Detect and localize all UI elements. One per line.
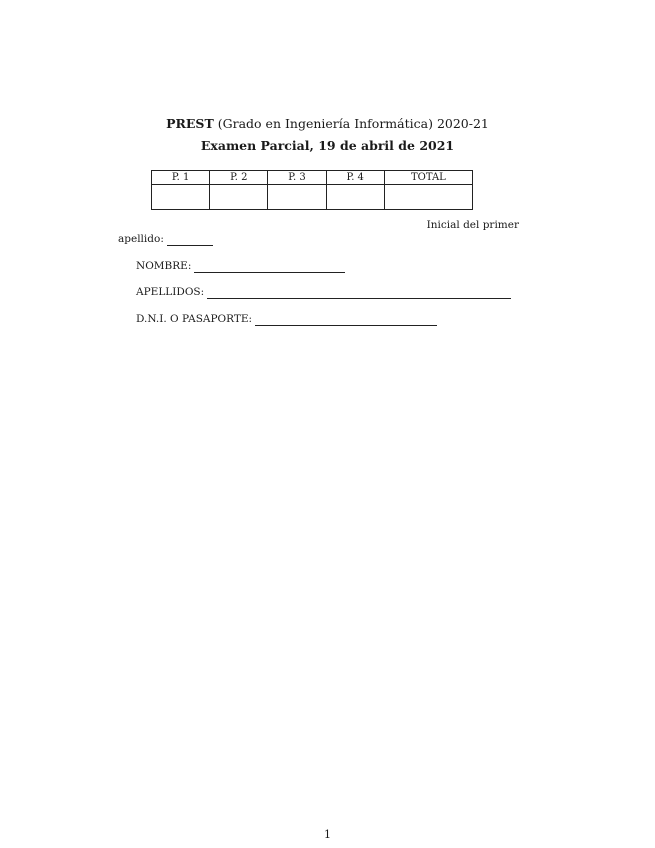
- score-table-row: [152, 185, 473, 210]
- dni-field-row: [136, 313, 437, 326]
- nombre-label: NOMBRE:: [136, 260, 192, 272]
- score-cell-p4[interactable]: [326, 185, 384, 210]
- score-cell-p1[interactable]: [152, 185, 210, 210]
- apellidos-input-line[interactable]: [207, 287, 511, 299]
- exam-course-line: [0, 116, 655, 132]
- nombre-field-row: [136, 260, 345, 273]
- initial-input-line[interactable]: [167, 234, 213, 246]
- score-table-header-row: [152, 171, 473, 185]
- page-number: 1: [324, 828, 331, 841]
- apellidos-field-row: [136, 286, 511, 299]
- score-header-p3: P. 3: [268, 171, 326, 185]
- score-cell-p2[interactable]: [210, 185, 268, 210]
- course-detail: (Grado en Ingeniería Informática) 2020-21: [217, 116, 489, 131]
- exam-title: Examen Parcial, 19 de abril de 2021: [200, 138, 455, 153]
- initial-field-row: [118, 233, 213, 246]
- initial-label-part1: Inicial del primer: [426, 219, 519, 231]
- nombre-input-line[interactable]: [194, 261, 345, 273]
- course-name: PREST: [166, 116, 214, 131]
- initial-label-part2: apellido:: [118, 233, 164, 245]
- score-header-p4: P. 4: [326, 171, 384, 185]
- score-cell-p3[interactable]: [268, 185, 326, 210]
- score-header-total: TOTAL: [384, 171, 472, 185]
- score-header-p1: P. 1: [152, 171, 210, 185]
- dni-input-line[interactable]: [255, 314, 437, 326]
- apellidos-label: APELLIDOS:: [136, 286, 205, 298]
- score-cell-total[interactable]: [384, 185, 472, 210]
- score-header-p2: P. 2: [210, 171, 268, 185]
- dni-label: D.N.I. O PASAPORTE:: [136, 313, 253, 325]
- score-table: [151, 170, 473, 210]
